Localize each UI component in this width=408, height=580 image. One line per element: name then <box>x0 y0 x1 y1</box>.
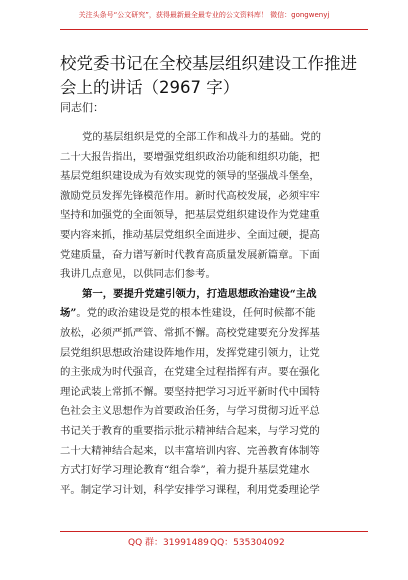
footer-divider <box>60 531 368 532</box>
paragraph-line: 要内容来抓，推动基层党组织全面进步、全面过硬，提高 <box>60 228 320 241</box>
paragraph-line: 放松，必须严抓严管、常抓不懈。高校党建要充分发挥基 <box>60 326 320 339</box>
paragraph-line: 党的基层组织是党的全部工作和战斗力的基础。党的 <box>82 131 321 143</box>
paragraph-line: 的主张成为时代强音，在党建全过程指挥有声。要在强化 <box>60 366 320 379</box>
qq-number: QQ：535304092 <box>210 538 285 548</box>
paragraph-line: 激励党员发挥先锋模范作用。新时代高校发展，必须牢牢 <box>60 189 320 202</box>
paragraph-line: 二十大精神结合起来，以丰富培训内容、完善教育体制等 <box>60 444 320 457</box>
header-notice: 关注头条号“公文研究”，获得最新最全最专业的公文资料库！ 微信：gongwenyj <box>78 11 330 19</box>
header-divider <box>60 29 368 30</box>
section-heading-continued <box>60 304 360 324</box>
title-line-1: 校党委书记在全校基层组织建设工作推进 <box>60 54 357 73</box>
qq-group-number: QQ 群：31991489 <box>128 538 209 548</box>
paragraph-line: 党建质量，奋力谱写新时代教育高质量发展新篇章。下面 <box>60 248 320 261</box>
section-heading-end: 场” <box>60 307 77 320</box>
paragraph-line: 书记关于教育的重要指示批示精神结合起来，与学习党的 <box>60 424 320 437</box>
paragraph-line: 理论武装上常抓不懈。要坚持把学习习近平新时代中国特 <box>60 385 320 398</box>
salutation: 同志们： <box>60 101 104 114</box>
paragraph-line: 坚持和加强党的全面领导，把基层党组织建设作为党建重 <box>60 209 320 222</box>
paragraph-text: 。党的政治建设是党的根本性建设，任何时候都不能 <box>76 307 316 320</box>
paragraph-line: 方式打好学习理论教育“组合拳”，着力提升基层党建水 <box>60 464 310 477</box>
section-heading: 第一，要提升党建引领力，打造思想政治建设“主战 <box>82 287 317 300</box>
paragraph-line: 基层党组织建设成为有效实现党的领导的坚强战斗堡垒， <box>60 170 320 183</box>
paragraph-line: 我讲几点意见，以供同志们参考。 <box>60 268 216 281</box>
paragraph-line: 层党组织思想政治建设阵地作用，发挥党建引领力，让党 <box>60 346 320 359</box>
document-body <box>60 128 360 500</box>
paragraph-line: 二十大报告指出，要增强党组织政治功能和组织功能，把 <box>60 150 320 163</box>
document-title <box>60 52 360 100</box>
paragraph-line: 色社会主义思想作为首要政治任务，与学习贯彻习近平总 <box>60 405 320 418</box>
title-line-2: 会上的讲话（2967 字） <box>60 78 240 97</box>
paragraph-line: 平。制定学习计划，科学安排学习课程，利用党委理论学 <box>60 483 320 496</box>
